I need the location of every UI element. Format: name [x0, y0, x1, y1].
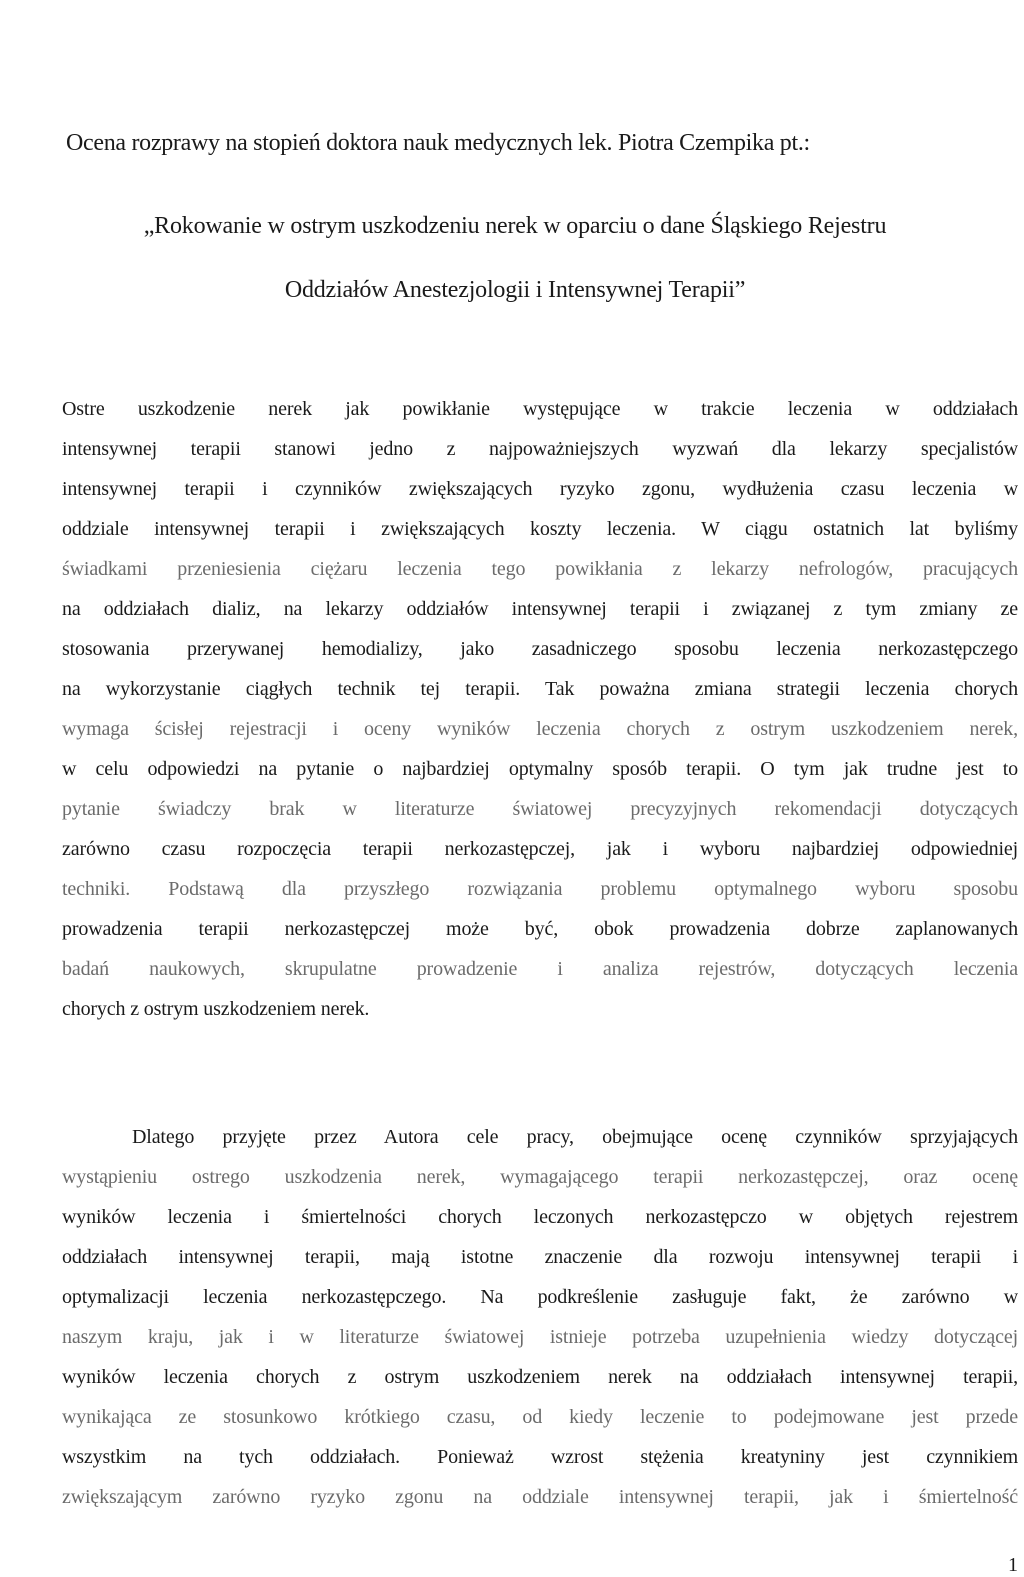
paragraph-line: Dlatego przyjęte przez Autora cele pracy, obejmujące ocenę czynników sprzyjających: [132, 1126, 1018, 1148]
paragraph-line: wyników leczenia chorych z ostrym uszkodzeniem nerek na oddziałach intensywnej terapii,: [62, 1366, 1018, 1388]
title-line-1: „Rokowanie w ostrym uszkodzeniu nerek w oparciu o dane Śląskiego Rejestru: [143, 213, 887, 239]
paragraph-line: na oddziałach dializ, na lekarzy oddziałów intensywnej terapii i związanej z tym zmiany ze: [62, 598, 1018, 620]
paragraph-line: świadkami przeniesienia ciężaru leczenia tego powikłania z lekarzy nefrologów, pracujących: [62, 558, 1018, 580]
paragraph-line: oddziale intensywnej terapii i zwiększających koszty leczenia. W ciągu ostatnich lat byliśmy: [62, 518, 1018, 540]
paragraph-line: wymaga ścisłej rejestracji i oceny wyników leczenia chorych z ostrym uszkodzeniem nerek,: [62, 718, 1018, 740]
paragraph-line: stosowania przerywanej hemodializy, jako zasadniczego sposobu leczenia nerkozastępczego: [62, 638, 1018, 660]
paragraph-line: oddziałach intensywnej terapii, mają istotne znaczenie dla rozwoju intensywnej terapii i: [62, 1246, 1018, 1268]
paragraph-line: prowadzenia terapii nerkozastępczej może być, obok prowadzenia dobrze zaplanowanych: [62, 918, 1018, 940]
paragraph-line: zarówno czasu rozpoczęcia terapii nerkozastępczej, jak i wyboru najbardziej odpowiedniej: [62, 838, 1018, 860]
paragraph-line: wyników leczenia i śmiertelności chorych leczonych nerkozastępczo w objętych rejestrem: [62, 1206, 1018, 1228]
paragraph-line: wynikająca ze stosunkowo krótkiego czasu, od kiedy leczenie to podejmowane jest przede: [62, 1406, 1018, 1428]
paragraph-line: zwiększającym zarówno ryzyko zgonu na oddziale intensywnej terapii, jak i śmiertelność: [62, 1486, 1018, 1508]
paragraph-line: wszystkim na tych oddziałach. Ponieważ wzrost stężenia kreatyniny jest czynnikiem: [62, 1446, 1018, 1468]
paragraph-line: pytanie świadczy brak w literaturze światowej precyzyjnych rekomendacji dotyczących: [62, 798, 1018, 820]
paragraph-line: wystąpieniu ostrego uszkodzenia nerek, wymagającego terapii nerkozastępczej, oraz ocenę: [62, 1166, 1018, 1188]
review-header: Ocena rozprawy na stopień doktora nauk medycznych lek. Piotra Czempika pt.:: [66, 130, 810, 156]
paragraph-line: badań naukowych, skrupulatne prowadzenie i analiza rejestrów, dotyczących leczenia: [62, 958, 1018, 980]
paragraph-line: w celu odpowiedzi na pytanie o najbardziej optymalny sposób terapii. O tym jak trudne jest to: [62, 758, 1018, 780]
paragraph-1: [62, 389, 1018, 1029]
title-line-2: Oddziałów Anestezjologii i Intensywnej Terapii”: [284, 277, 746, 303]
dissertation-title: [0, 194, 1024, 322]
paragraph-line: Ostre uszkodzenie nerek jak powikłanie występujące w trakcie leczenia w oddziałach: [62, 398, 1018, 420]
paragraph-2: [62, 1117, 1018, 1517]
page-number: 1: [1008, 1554, 1018, 1576]
paragraph-line: intensywnej terapii i czynników zwiększających ryzyko zgonu, wydłużenia czasu leczenia w: [62, 478, 1018, 500]
paragraph-line: intensywnej terapii stanowi jedno z najpoważniejszych wyzwań dla lekarzy specjalistów: [62, 438, 1018, 460]
paragraph-line: naszym kraju, jak i w literaturze światowej istnieje potrzeba uzupełnienia wiedzy dotyczącej: [62, 1326, 1018, 1348]
paragraph-line: optymalizacji leczenia nerkozastępczego. Na podkreślenie zasługuje fakt, że zarówno w: [62, 1286, 1018, 1308]
paragraph-line: chorych z ostrym uszkodzeniem nerek.: [62, 998, 370, 1020]
paragraph-line: na wykorzystanie ciągłych technik tej terapii. Tak poważna zmiana strategii leczenia chorych: [62, 678, 1018, 700]
paragraph-line: techniki. Podstawą dla przyszłego rozwiązania problemu optymalnego wyboru sposobu: [62, 878, 1018, 900]
